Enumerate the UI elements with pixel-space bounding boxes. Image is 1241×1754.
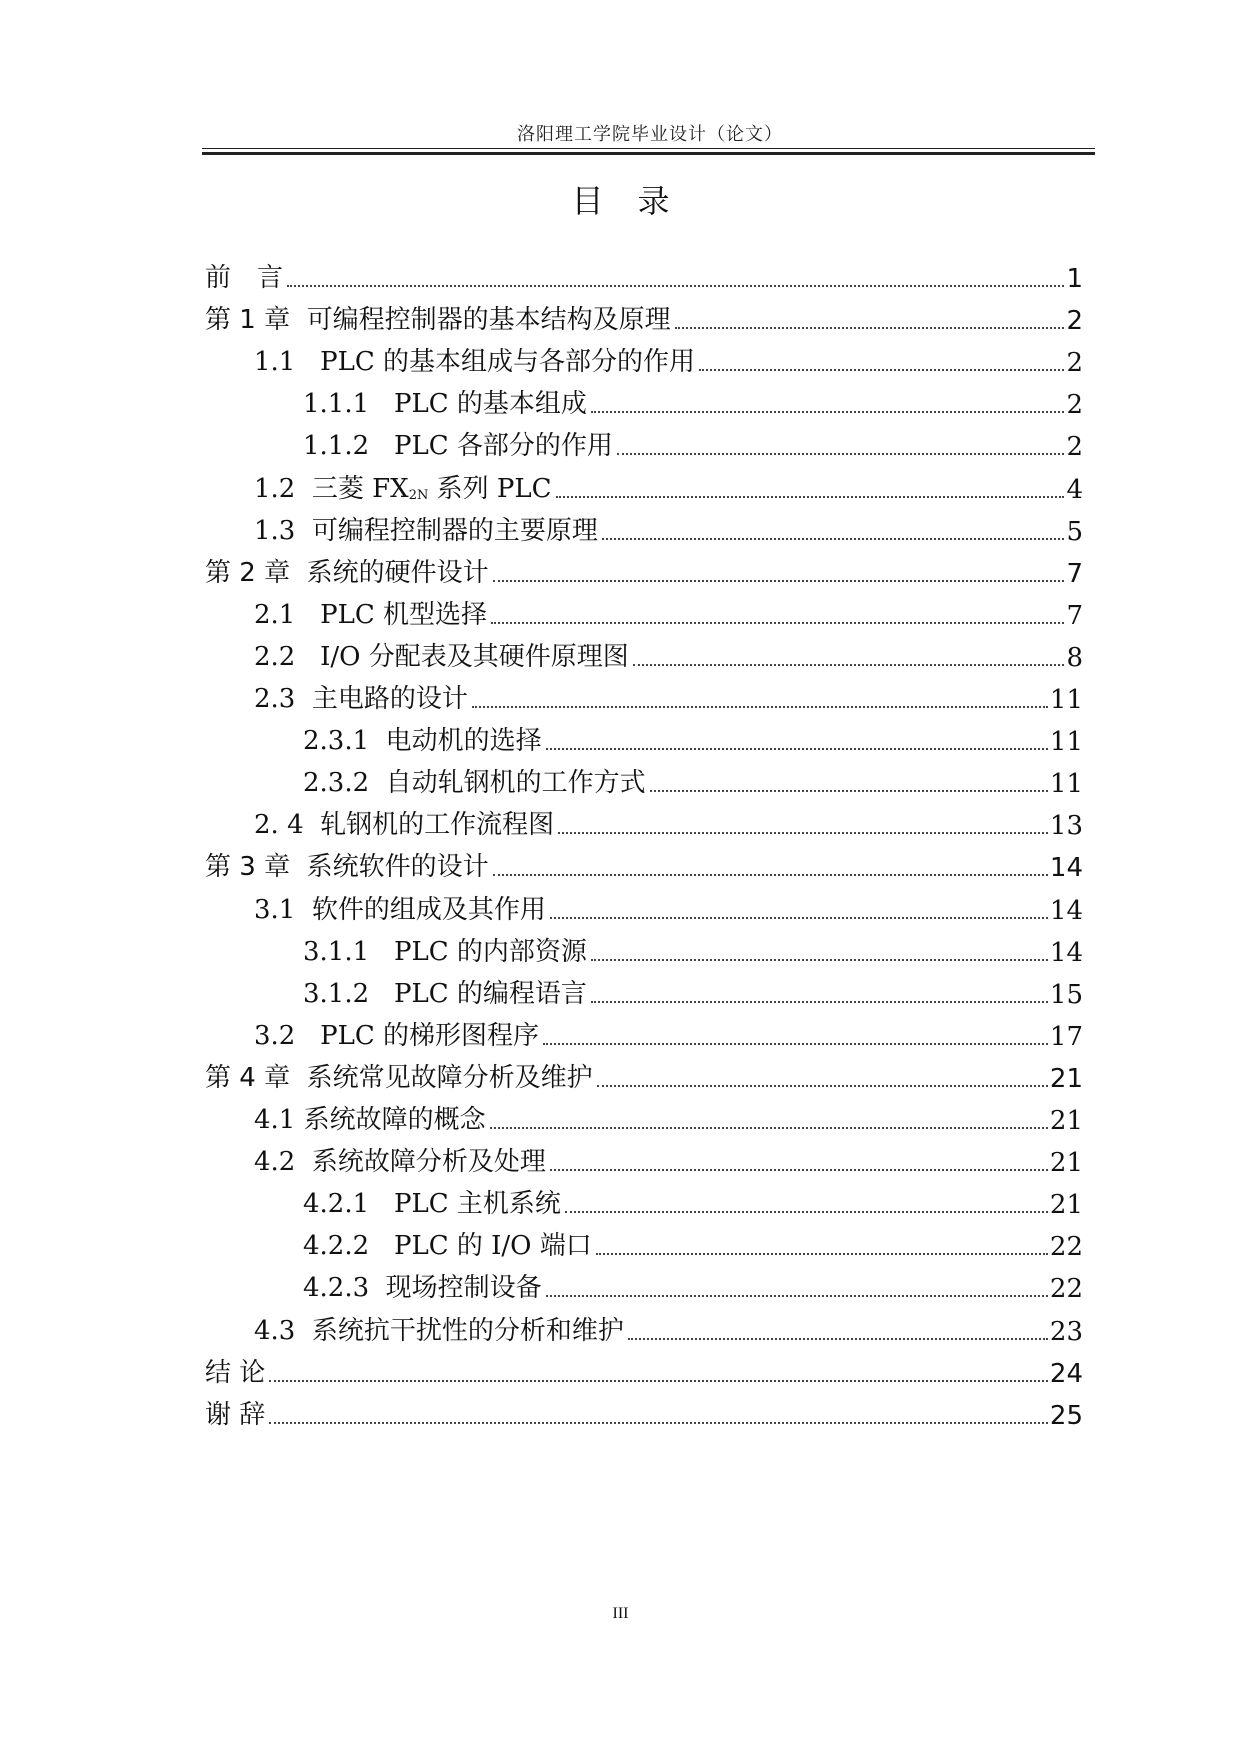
toc-entry-label: 4.1 系统故障的概念 bbox=[254, 1105, 486, 1135]
toc-entry-label: 第 3 章 系统软件的设计 bbox=[205, 852, 489, 883]
dot-leader bbox=[269, 1422, 1048, 1424]
toc-entry-page: 22 bbox=[1049, 1274, 1083, 1305]
toc-entry-label: 第 1 章 可编程控制器的基本结构及原理 bbox=[205, 305, 671, 336]
toc-entry[interactable] bbox=[205, 549, 1083, 589]
dot-leader bbox=[602, 538, 1065, 540]
toc-entry-label: 第 4 章 系统常见故障分析及维护 bbox=[205, 1062, 593, 1093]
toc-entry[interactable] bbox=[303, 1264, 1083, 1304]
dot-leader bbox=[628, 1338, 1048, 1340]
toc-entry-label: 3.2 PLC 的梯形图程序 bbox=[254, 1020, 540, 1051]
toc-entry[interactable] bbox=[205, 296, 1083, 336]
toc-entry-page: 21 bbox=[1049, 1106, 1083, 1136]
dot-leader bbox=[650, 790, 1048, 792]
toc-entry-label: 4.2.1 PLC 主机系统 bbox=[303, 1189, 561, 1220]
toc-entry-page: 7 bbox=[1066, 600, 1083, 631]
toc-entry-label: 4.2.2 PLC 的 I/O 端口 bbox=[303, 1231, 592, 1262]
toc-entry-label: 第 2 章 系统的硬件设计 bbox=[205, 557, 489, 588]
toc-entry-label: 谢 辞 bbox=[205, 1399, 266, 1430]
dot-leader bbox=[287, 285, 1064, 287]
toc-entry-label: 2.1 PLC 机型选择 bbox=[254, 599, 488, 630]
toc-entry-page: 14 bbox=[1049, 937, 1083, 968]
toc-entry[interactable] bbox=[254, 591, 1083, 631]
dot-leader bbox=[591, 411, 1065, 413]
toc-entry[interactable] bbox=[205, 843, 1083, 883]
toc-entry-page: 11 bbox=[1049, 769, 1083, 800]
toc-entry-subscript: 2N bbox=[408, 487, 429, 503]
toc-entry-page: 23 bbox=[1049, 1316, 1083, 1347]
toc-entry[interactable] bbox=[303, 422, 1083, 462]
dot-leader bbox=[591, 1001, 1048, 1003]
dot-leader bbox=[633, 664, 1065, 666]
dot-leader bbox=[269, 1380, 1048, 1382]
dot-leader bbox=[617, 453, 1065, 455]
toc-entry-label: 4.2 系统故障分析及处理 bbox=[254, 1147, 546, 1178]
dot-leader bbox=[565, 1211, 1048, 1213]
toc-entry[interactable] bbox=[254, 801, 1083, 841]
header-rule-thin bbox=[202, 148, 1095, 149]
dot-leader bbox=[591, 959, 1048, 961]
toc-entry-label: 2.3.2 自动轧钢机的工作方式 bbox=[303, 768, 646, 799]
dot-leader bbox=[546, 748, 1048, 750]
toc-entry-label: 1.2 三菱 $FX_{2N}$ 系列 PLC bbox=[254, 473, 552, 504]
toc-entry-label: 1.1.2 PLC 各部分的作用 bbox=[303, 431, 613, 462]
dot-leader bbox=[675, 327, 1065, 329]
dot-leader bbox=[558, 832, 1048, 834]
toc-entry[interactable] bbox=[254, 507, 1083, 547]
dot-leader bbox=[491, 622, 1064, 624]
toc-entry[interactable] bbox=[303, 1180, 1083, 1220]
toc-entry-label: 2.3 主电路的设计 bbox=[254, 684, 468, 714]
toc-entry-page: 2 bbox=[1066, 306, 1083, 337]
toc-entry[interactable] bbox=[205, 254, 1083, 294]
toc-entry[interactable] bbox=[205, 1054, 1083, 1094]
toc-entry-page: 1 bbox=[1066, 264, 1083, 294]
toc-entry-label: 2. 4 轧钢机的工作流程图 bbox=[254, 810, 555, 841]
toc-entry-page: 25 bbox=[1049, 1400, 1083, 1431]
toc-entry[interactable] bbox=[254, 675, 1083, 715]
toc-entry-page: 15 bbox=[1049, 979, 1083, 1010]
toc-entry-label: 3.1.2 PLC 的编程语言 bbox=[303, 978, 587, 1009]
dot-leader bbox=[699, 369, 1064, 371]
toc-entry-label: 3.1.1 PLC 的内部资源 bbox=[303, 936, 587, 967]
toc-entry-page: 17 bbox=[1049, 1021, 1083, 1052]
toc-entry-page: 11 bbox=[1049, 685, 1083, 715]
toc-entry-label: 4.2.3 现场控制设备 bbox=[303, 1273, 542, 1304]
toc-entry-page: 5 bbox=[1066, 516, 1083, 547]
toc-entry-page: 14 bbox=[1049, 895, 1083, 926]
dot-leader bbox=[550, 1169, 1048, 1171]
toc-entry-page: 14 bbox=[1049, 853, 1083, 884]
toc-entry[interactable] bbox=[303, 928, 1083, 968]
dot-leader bbox=[493, 580, 1065, 582]
toc-entry[interactable] bbox=[205, 1391, 1083, 1431]
toc-entry-page: 21 bbox=[1049, 1190, 1083, 1221]
toc-entry[interactable] bbox=[303, 759, 1083, 799]
dot-leader bbox=[490, 1127, 1048, 1129]
toc-entry-label: 2.3.1 电动机的选择 bbox=[303, 726, 542, 757]
toc-entry-page: 7 bbox=[1066, 558, 1083, 589]
toc-entry-page: 2 bbox=[1066, 348, 1083, 379]
toc-entry-page: 4 bbox=[1066, 474, 1083, 505]
dot-leader bbox=[596, 1253, 1048, 1255]
toc-entry-label: 1.1 PLC 的基本组成与各部分的作用 bbox=[254, 347, 696, 378]
header-rule-thick bbox=[202, 152, 1095, 155]
toc-entry[interactable] bbox=[205, 1349, 1083, 1389]
toc-entry-page: 11 bbox=[1049, 727, 1083, 758]
toc-entry-page: 8 bbox=[1066, 642, 1083, 673]
toc-entry[interactable] bbox=[254, 1012, 1083, 1052]
toc-entry-page: 21 bbox=[1049, 1063, 1083, 1094]
toc-entry-label: 结 论 bbox=[205, 1357, 266, 1388]
dot-leader bbox=[493, 874, 1048, 876]
dot-leader bbox=[546, 1295, 1048, 1297]
toc-entry[interactable] bbox=[254, 465, 1083, 505]
toc-entry[interactable] bbox=[254, 1096, 1083, 1136]
toc-entry[interactable] bbox=[254, 338, 1083, 378]
dot-leader bbox=[556, 496, 1065, 498]
running-header: 洛阳理工学院毕业设计（论文） bbox=[517, 124, 783, 145]
toc-entry[interactable] bbox=[303, 1222, 1083, 1262]
toc-entry-page: 2 bbox=[1066, 390, 1083, 421]
toc-entry[interactable] bbox=[254, 886, 1083, 926]
toc-entry-label-suffix: 系列 PLC bbox=[428, 473, 552, 504]
toc-entry-label: 3.1 软件的组成及其作用 bbox=[254, 894, 546, 925]
toc-entry-label: 4.3 系统抗干扰性的分析和维护 bbox=[254, 1315, 624, 1346]
toc-entry-page: 13 bbox=[1049, 811, 1083, 842]
dot-leader bbox=[597, 1085, 1048, 1087]
toc-entry-page: 24 bbox=[1049, 1358, 1083, 1389]
toc-entry-label: 1.1.1 PLC 的基本组成 bbox=[303, 389, 587, 420]
toc-entry-page: 22 bbox=[1049, 1232, 1083, 1263]
toc-entry[interactable] bbox=[303, 717, 1083, 757]
toc-entry[interactable] bbox=[303, 380, 1083, 420]
toc-entry-label: 1.3 可编程控制器的主要原理 bbox=[254, 515, 598, 546]
page-number: III bbox=[612, 1605, 629, 1622]
toc-entry[interactable] bbox=[254, 633, 1083, 673]
toc-entry[interactable] bbox=[254, 1138, 1083, 1178]
toc-entry-page: 2 bbox=[1066, 432, 1083, 463]
toc-entry[interactable] bbox=[254, 1307, 1083, 1347]
dot-leader bbox=[543, 1043, 1048, 1045]
page-title: 目录 bbox=[571, 182, 704, 220]
toc-entry-label: 2.2 I/O 分配表及其硬件原理图 bbox=[254, 641, 629, 672]
dot-leader bbox=[472, 706, 1048, 708]
toc-entry[interactable] bbox=[303, 970, 1083, 1010]
dot-leader bbox=[550, 917, 1048, 919]
toc-entry-label: 前 言 bbox=[205, 263, 284, 293]
toc-entry-page: 21 bbox=[1049, 1148, 1083, 1179]
